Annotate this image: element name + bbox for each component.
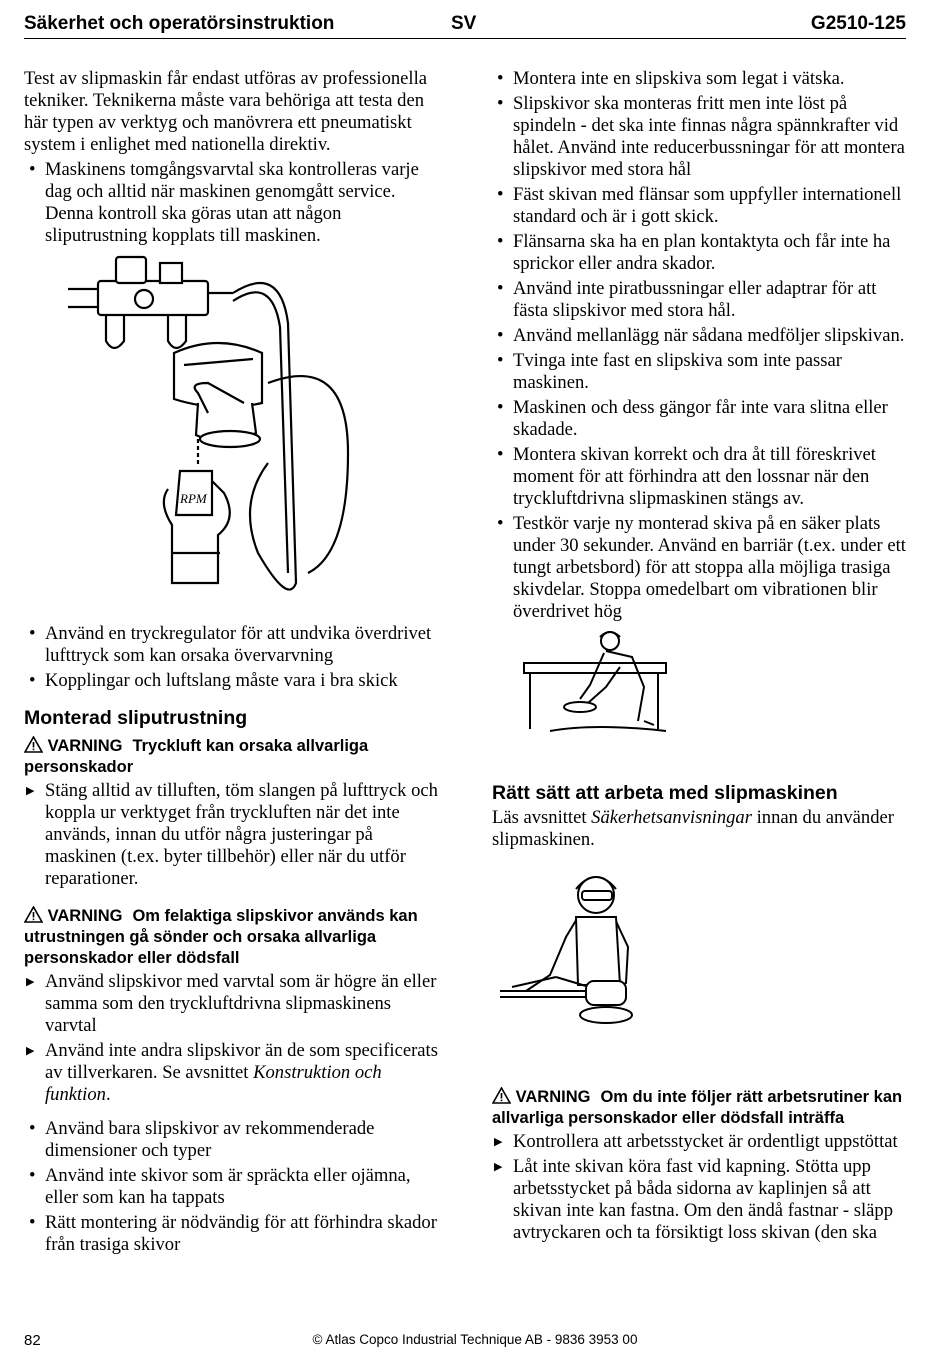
bullet-list-right	[492, 68, 912, 623]
step-list-right	[492, 1131, 912, 1244]
list-item: ▶ Stäng alltid av tilluften, töm slangen på lufttryck och koppla ur verktyget från tryckluften när det inte används, innan du utför några justeringar på maskinen (t.ex. byter tillbehör) eller när du utför reparationer.	[24, 780, 444, 890]
list-item: • Testkör varje ny monterad skiva på en säker plats under 30 sekunder. Använd en barriär (t.ex. under ett tungt arbetsbord) för att stoppa alla möjliga trasiga skivdelar. Stoppa omedelbart om vibrationen blir överdrivet hög	[492, 513, 912, 623]
list-item: ▶ Låt inte skivan köra fast vid kapning. Stötta upp arbetsstycket på båda sidorna av kaplinjen så att skivan inte kan fastna. Om den ändå fastnar - släpp avtryckaren och ta försiktigt loss skivan (den ska	[492, 1156, 912, 1244]
right-column	[492, 68, 912, 1247]
page-number: 82	[24, 1332, 41, 1349]
header-language: SV	[451, 13, 477, 34]
list-item: • Montera inte en slipskiva som legat i vätska.	[492, 68, 912, 90]
paragraph-text-end: innan du använder slipmaskinen.	[492, 807, 894, 850]
rpm-test-illustration	[48, 253, 388, 609]
list-item: ▶ Kontrollera att arbetsstycket är ordentligt uppstöttat	[492, 1131, 912, 1153]
warning-block-1	[24, 736, 444, 778]
list-item: • Använd inte piratbussningar eller adaptrar för att fästa slipskivor med stora hål.	[492, 278, 912, 322]
header-section-title: Säkerhet och operatörsinstruktion	[24, 13, 335, 34]
rpm-label: RPM	[180, 491, 207, 506]
bullet-list-3	[24, 1118, 444, 1256]
warning-word: VARNING	[515, 1088, 591, 1106]
step-text-end: .	[105, 1084, 111, 1105]
page-header	[24, 12, 906, 39]
list-item: • Slipskivor ska monteras fritt men inte löst på spindeln - det ska inte finnas några spännkrafter vid hålet. Använd inte reducerbussningar för att montera slipskivor med stora hål	[492, 93, 912, 181]
bullet-list-1	[24, 159, 444, 247]
list-item	[24, 1040, 444, 1106]
warning-block-right	[492, 1087, 912, 1129]
read-safety-paragraph	[492, 807, 912, 851]
list-item: • Tvinga inte fast en slipskiva som inte passar maskinen.	[492, 350, 912, 394]
list-item: • Fäst skivan med flänsar som uppfyller internationell standard och är i gott skick.	[492, 184, 912, 228]
list-item: • Kopplingar och luftslang måste vara i bra skick	[24, 670, 444, 692]
step-text: Använd inte andra slipskivor än de som specificerats av tillverkaren. Se avsnittet	[45, 1040, 438, 1083]
list-item: • Använd inte skivor som är spräckta eller ojämna, eller som kan ha tappats	[24, 1165, 444, 1209]
left-column	[24, 68, 444, 1259]
warning-text: Tryckluft kan orsaka allvarliga personskador	[24, 737, 369, 776]
warning-block-2	[24, 906, 444, 969]
list-item: • Maskinens tomgångsvarvtal ska kontrolleras varje dag och alltid när maskinen genomgått service. Denna kontroll ska göras utan att någon sliputrustning kopplats till maskinen.	[24, 159, 444, 247]
section-heading-correct-work: Rätt sätt att arbeta med slipmaskinen	[492, 782, 838, 804]
cross-reference: Konstruktion och funktion	[45, 1062, 382, 1105]
list-item: • Rätt montering är nödvändig för att förhindra skador från trasiga skivor	[24, 1212, 444, 1256]
warning-word: VARNING	[47, 737, 123, 755]
section-heading-mounted-equipment: Monterad sliputrustning	[24, 707, 248, 729]
footer-copyright: © Atlas Copco Industrial Technique AB - 9836 3953 00	[312, 1332, 638, 1347]
list-item: • Maskinen och dess gängor får inte vara slitna eller skadade.	[492, 397, 912, 441]
list-item: • Använd en tryckregulator för att undvika överdrivet lufttryck som kan orsaka övervarvning	[24, 623, 444, 667]
list-item: • Använd mellanlägg när sådana medföljer slipskivan.	[492, 325, 912, 347]
paragraph-text: Läs avsnittet	[492, 807, 592, 828]
warning-text: Om felaktiga slipskivor används kan utrustningen gå sönder och orsaka allvarliga personskador eller dödsfall	[24, 907, 418, 967]
warning-triangle-icon	[24, 906, 43, 923]
cross-reference: Säkerhetsanvisningar	[591, 807, 752, 828]
bullet-list-2	[24, 623, 444, 692]
warning-word: VARNING	[47, 907, 123, 925]
test-run-under-bench-illustration	[520, 627, 670, 737]
list-item: • Flänsarna ska ha en plan kontaktyta och får inte ha sprickor eller andra skador.	[492, 231, 912, 275]
warning-triangle-icon	[24, 736, 43, 753]
step-list-1	[24, 780, 444, 890]
operator-grinding-illustration	[496, 865, 656, 1065]
warning-text: Om du inte följer rätt arbetsrutiner kan allvarliga personskador eller dödsfall inträffa	[492, 1088, 903, 1127]
step-list-2	[24, 971, 444, 1106]
list-item: ▶ Använd slipskivor med varvtal som är högre än eller samma som den tryckluftdrivna slipmaskinens varvtal	[24, 971, 444, 1037]
header-model: G2510-125	[810, 13, 906, 34]
intro-paragraph: Test av slipmaskin får endast utföras av professionella tekniker. Teknikerna måste vara behöriga att testa den här typen av verktyg och manövrera ett pneumatiskt system i enlighet med nationella direktiv.	[24, 68, 427, 155]
list-item: • Använd bara slipskivor av rekommenderade dimensioner och typer	[24, 1118, 444, 1162]
warning-triangle-icon	[492, 1087, 511, 1104]
list-item: • Montera skivan korrekt och dra åt till föreskrivet moment för att förhindra att den lossnar när den tryckluftdrivna slipmaskinen stängs av.	[492, 444, 912, 510]
